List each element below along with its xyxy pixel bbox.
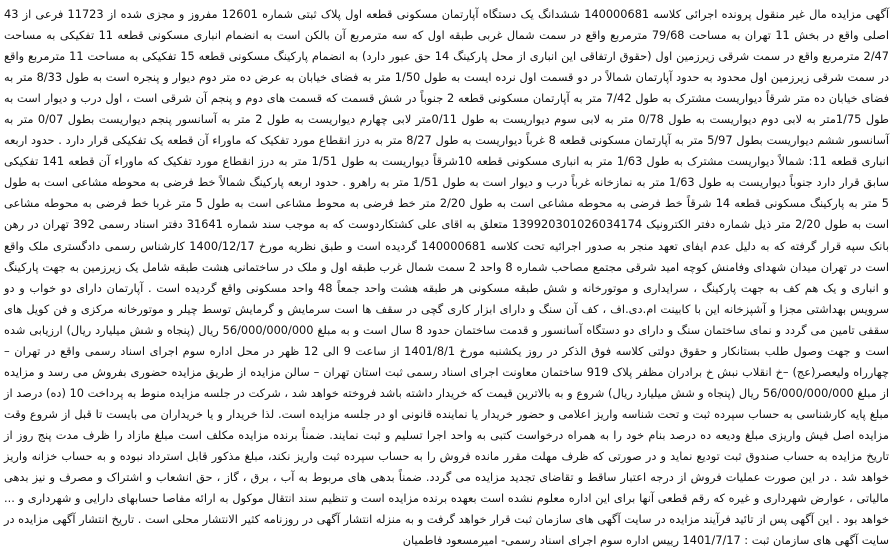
auction-notice-text: آگهی مزایده مال غیر منقول پرونده اجرائی کلاسه 140000681 ششدانگ یک دستگاه آپارتمان مسکونی قطعه اول پلاک ثبتی شماره 12601 مفروز و مجزی شده از 11723 فرعی از 43 اصلی واقع در بخش 11 تهران به مساحت 79/68 مترمربع واقع در سمت شمال غربی طبقه اول که سه مترمربع آن بالکن است به انضمام انباری مسکونی قطعه 11 تفکیکی به مساحت 2/47 مترمربع واقع در سمت شرقی زیرزمین اول (حقوق ارتفاقی این انباری از محل پارکینگ 14 حق عبور دارد) به انضمام پارکینگ مسکونی قطعه 15 تفکیکی به مساحت 11 مترمربع واقع در سمت شرقی زیرزمین اول محدود به حدود آپارتمان شمالاً در دو قسمت اول نرده ایست به طول 1/50 متر به فضای خیابان به عرض ده متر دوم دیوار و پنجره است به طول 8/33 متر به فضای خیابان ده متر شرقاً دیواریست مشترک به طول 7/42 متر به آپارتمان مسکونی قطعه 2 جنوباً در شش قسمت که قسمت های دوم و پنجم آن شرقی است ، اول درب و دیوار است به طول 1/75متر به لابی دوم دیواریست به طول 0/78 متر به لابی سوم دیواریست به طول 0/11متر لابی چهارم دیواریست به طول 2 متر به آسانسور پنجم دیواریست بطول 0/07 متر به آسانسور ششم دیواریست بطول 5/97 متر به آپارتمان مسکونی قطعه 8 غرباً دیواریست به طول 8/27 متر به درز انقطاع مورد تفکیک که ماوراء آن قطعه یک تفکیکی قرار دارد . حدود اربعه انباری قطعه 11: شمالاً دیواریست مشترک به طول 1/63 متر به انباری مسکونی قطعه 10شرقاً دیواریست به طول 1/51 متر به درز انقطاع مورد تفکیک که ماوراء آن قطعه 141 تفکیکی سابق قرار دارد جنوباً دیواریست به طول 1/63 متر به نمازخانه غرباً درب و دیوار است به طول 1/51 متر به راهرو . حدود اربعه پارکینگ شمالاً خط فرضی به محوطه مشاعی است به طول 5 متر به پارکینگ مسکونی قطعه 14 شرقاً خط فرضی به محوطه مشاعی است به طول 2/20 متر خط فرضی به محوط مشاعی است به طول 5 متر غربا خط فرضی به محوطه مشاعی است به طول 2/20 متر ذیل شماره دفتر الکترونیک 139920301026034174 متعلق به اقای علی کشتکاردوست که به موجب سند شماره 31641 دفتر اسناد رسمی 392 تهران در رهن بانک سپه قرار گرفته که به دلیل عدم ایفای تعهد منجر به صدور اجرائیه تحت کلاسه 140000681 گردیده است و طبق نظریه مورخ 1400/12/17 کارشناس رسمی دادگستری ملک واقع است در تهران میدان شهدای وفامنش کوچه امید شرقی مجتمع مصاحب شماره 8 واحد 2 سمت شمال غرب طبقه اول و ملک در ساختمانی هشت طبقه شامل یک زیرزمین به جهت پارکینگ و انباری و یک هم کف به جهت پارکینگ ، سرایداری و موتورخانه و شش طبقه مسکونی هر طبقه هشت واحد جمعاً 48 واحد مسکونی واقع گردیده است . آپارتمان دارای دو خواب و دو سرویس بهداشتی مجزا و آشپزخانه این با کابینت ام.دی.اف ، کف آن سنگ و دارای ابزار کاری گچی در سقف ها است سرمایش و گرمایش توسط چیلر و موتورخانه مرکزی و فن کویل های سقفی تامین می گردد و نمای ساختمان سنگ و دارای دو دستگاه آسانسور و قدمت ساختمان حدود 8 سال است و به مبلغ 56/000/000/000 ریال (پنجاه و شش میلیارد ریال) ارزیابی شده است و جهت وصول طلب بستانکار و حقوق دولتی کلاسه فوق الذکر در روز یکشنبه مورخ 1401/8/1 از ساعت 9 الی 12 ظهر در محل اداره سوم اجرای اسناد رسمی واقع در تهران – چهارراه ولیعصر(عج) –خ انقلاب نبش خ برادران مظفر پلاک 919 ساختمان معاونت اجرای اسناد رسمی ثبت استان تهران – سالن مزایده از طریق مزایده حضوری بفروش می رسد و مزایده از مبلغ 56/000/000/000 ریال (پنجاه و شش میلیارد ریال) شروع و به بالاترین قیمت که خریدار داشته باشد فروخته خواهد شد ، شرکت در جلسه مزایده منوط به پرداخت 10 (ده) درصد از مبلغ پایه کارشناسی به حساب سپرده ثبت و تحت شناسه واریز اعلامی و حضور خریدار یا نماینده قانونی او در جلسه مزایده است. لذا خریدار و یا خریداران می بایست تا قبل از شروع وقت مزایده اصل فیش واریزی مبلغ ودیعه ده درصد بنام خود را به همراه درخواست کتبی به واحد اجرا تسلیم و ثبت نمایند. ضمناً برنده مزایده مکلف است مبلغ مازاد را ظرف مدت پنج روز از تاریخ مزایده به حساب صندوق ثبت تودیع نماید و در صورتی که ظرف مهلت مقرر مانده فروش را به حساب سپرده ثبت واریز نکند، مبلغ مذکور قابل استرداد نبوده و به حساب خزانه واریز خواهد شد . در این صورت عملیات فروش از درجه اعتبار ساقط و تقاضای تجدید مزایده می گردد. ضمناً بدهی های مربوط به آب ، برق ، گاز ، حق انشعاب و اشتراک و مصرف و نیز بدهی مالیاتی ، عوارض شهرداری و غیره که رقم قطعی آنها برای این اداره معلوم نشده است بعهده برنده مزایده است و تنظیم سند انتقال موکول به ارائه مفاصا حسابهای دارایی و شهرداری و ... خواهد بود . این آگهی پس از تائید فرآیند مزایده در سایت آگهی های سازمان ثبت قرار خواهد گرفت و به منزله انتشار آگهی در روزنامه کثیر الانتشار محلی است . تاریخ انتشار آگهی مزایده در سایت آگهی های سازمان ثبت : 1401/7/17 رییس اداره سوم اجرای اسناد رسمی- امیرمسعود فاطمیان [4, 7, 890, 548]
